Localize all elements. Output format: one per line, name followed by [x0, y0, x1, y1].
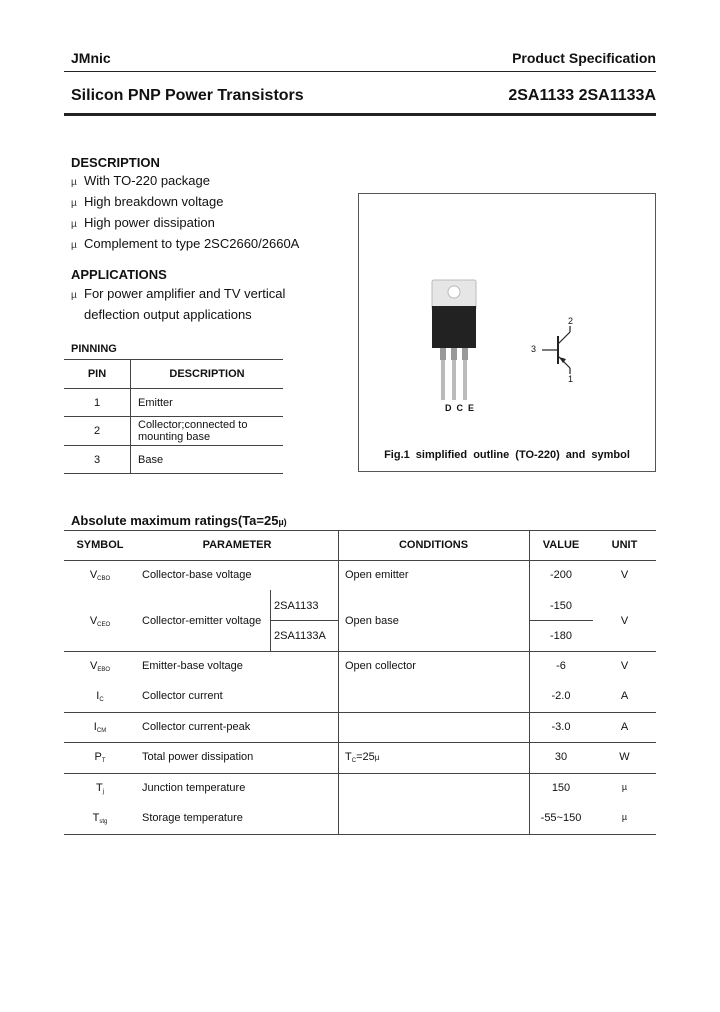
pinning-table — [64, 359, 283, 474]
condition-cell: $T_C=25\mu$ — [345, 751, 380, 764]
unit-cell: µ — [621, 782, 628, 792]
bullet-icon: µ — [71, 177, 77, 188]
parameter-cell: Junction temperature — [142, 782, 246, 794]
title-divider — [64, 113, 656, 116]
unit-cell: A — [620, 721, 629, 733]
variant-divider — [270, 620, 338, 621]
applications-list — [71, 284, 285, 324]
parameter-cell: Collector current — [142, 690, 223, 702]
ratings-row-rule — [64, 773, 656, 774]
ratings-top-rule — [64, 530, 656, 531]
ratings-bottom-rule — [64, 834, 656, 835]
variant-cell: 2SA1133 — [274, 600, 319, 612]
desc-col-header: DESCRIPTION — [131, 360, 284, 389]
symbol-cell: $T_j$ — [95, 782, 105, 795]
bullet-icon: µ — [71, 290, 77, 301]
pinning-row: 3 Base — [64, 446, 283, 474]
transistor-symbol-icon — [530, 312, 590, 388]
to220-package-image — [420, 278, 490, 418]
brand-name: JMnic — [71, 50, 111, 66]
description-item: µ High power dissipation — [71, 213, 299, 234]
ratings-row-rule — [64, 651, 656, 652]
pinning-heading: PINNING — [71, 343, 117, 355]
description-item: µ Complement to type 2SC2660/2660A — [71, 234, 299, 255]
value-divider — [529, 620, 593, 621]
description-list — [71, 171, 299, 255]
product-line-title: Silicon PNP Power Transistors — [71, 87, 304, 104]
conditions-col-header: CONDITIONS — [398, 539, 469, 551]
unit-cell: W — [619, 751, 630, 763]
parameter-cell: Collector-emitter voltage — [142, 615, 262, 627]
value-col-header: VALUE — [542, 539, 580, 551]
symbol-label-2: 2 — [568, 316, 574, 326]
value-cell: -180 — [549, 630, 573, 642]
condition-cell: Open emitter — [345, 569, 409, 581]
symbol-cell: $T_{stg}$ — [92, 812, 108, 825]
doc-type: Product Specification — [512, 50, 656, 66]
ratings-row-rule — [64, 712, 656, 713]
symbol-cell: $V_{CEO}$ — [89, 615, 111, 628]
value-cell: -200 — [549, 569, 573, 581]
unit-cell: µ — [621, 812, 628, 822]
symbol-cell: $V_{EBO}$ — [89, 660, 110, 673]
unit-cell: A — [620, 690, 629, 702]
bullet-icon: µ — [71, 198, 77, 209]
value-cell: -150 — [549, 600, 573, 612]
condition-cell: Open collector — [345, 660, 416, 672]
parameter-col-header: PARAMETER — [202, 539, 272, 551]
value-cell: -2.0 — [551, 690, 571, 702]
description-item: µ With TO-220 package — [71, 171, 299, 192]
applications-item: µ For power amplifier and TV vertical — [71, 284, 285, 305]
unit-col-header: UNIT — [611, 539, 638, 551]
header-divider — [64, 71, 656, 72]
symbol-cell: $I_{CM}$ — [93, 721, 107, 734]
description-heading: DESCRIPTION — [71, 155, 160, 170]
parameter-cell: Storage temperature — [142, 812, 243, 824]
parameter-cell: Collector-base voltage — [142, 569, 252, 581]
ratings-row-rule — [64, 742, 656, 743]
symbol-label-3: 3 — [531, 344, 537, 354]
symbol-label-1: 1 — [568, 374, 574, 384]
package-pin-letters: DCE — [445, 403, 480, 413]
unit-cell: V — [620, 660, 629, 672]
symbol-col-header: SYMBOL — [76, 539, 124, 551]
parameter-cell: Total power dissipation — [142, 751, 254, 763]
pin-col-header: PIN — [64, 360, 131, 389]
variant-cell: 2SA1133A — [274, 630, 326, 642]
unit-cell: V — [620, 615, 629, 627]
ratings-header-rule — [64, 560, 656, 561]
value-cell: -3.0 — [551, 721, 571, 733]
description-item: µ High breakdown voltage — [71, 192, 299, 213]
figure-caption: Fig.1 simplified outline (TO-220) and symbol — [384, 449, 630, 461]
ratings-heading: Absolute maximum ratings(Ta=25µ) — [71, 513, 287, 528]
symbol-cell: $P_T$ — [94, 751, 106, 764]
value-cell: 30 — [554, 751, 568, 763]
symbol-cell: $V_{CBO}$ — [89, 569, 111, 582]
pinning-header-row — [64, 360, 283, 389]
pinning-row: 1 Emitter — [64, 389, 283, 417]
unit-cell: V — [620, 569, 629, 581]
applications-heading: APPLICATIONS — [71, 267, 167, 282]
part-numbers-title: 2SA1133 2SA1133A — [508, 87, 656, 104]
value-cell: -6 — [556, 660, 566, 672]
pinning-row: 2 Collector;connected to mounting base — [64, 417, 283, 446]
parameter-cell: Emitter-base voltage — [142, 660, 243, 672]
parameter-cell: Collector current-peak — [142, 721, 251, 733]
value-cell: -55~150 — [540, 812, 582, 824]
figure-box — [358, 193, 656, 472]
bullet-icon: µ — [71, 219, 77, 230]
bullet-icon: µ — [71, 240, 77, 251]
value-cell: 150 — [551, 782, 571, 794]
ratings-col-rule — [338, 530, 339, 834]
symbol-cell: $I_C$ — [96, 690, 104, 703]
applications-item: deflection output applications — [84, 307, 252, 322]
variant-col-rule — [270, 590, 271, 651]
condition-cell: Open base — [345, 615, 399, 627]
